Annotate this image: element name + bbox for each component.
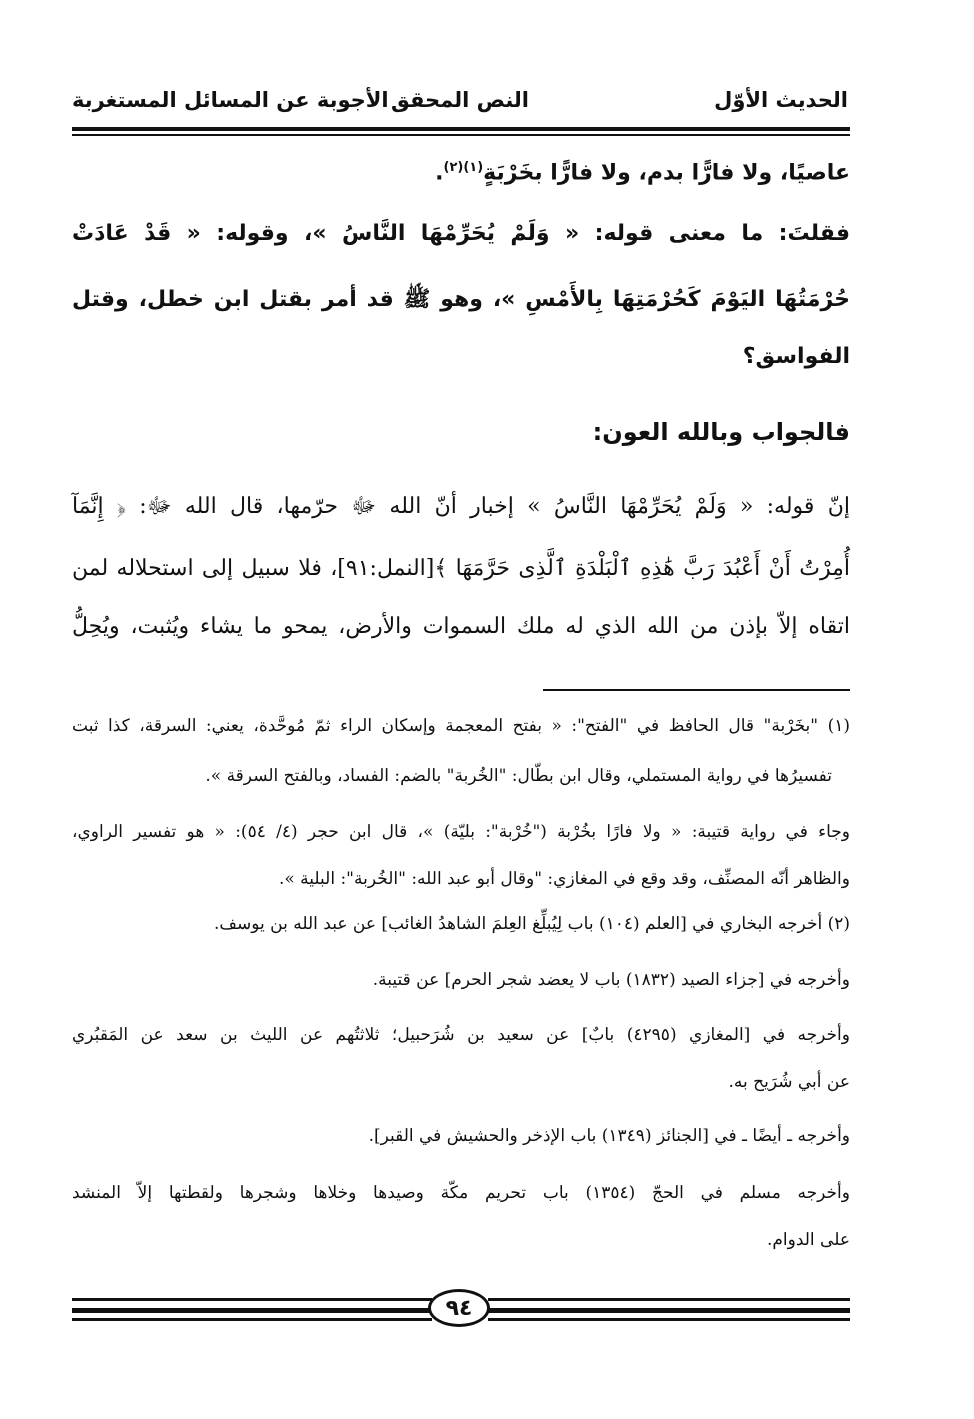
page-number	[428, 1289, 490, 1327]
page-number-rule-right-bottom	[488, 1318, 850, 1321]
footnote-refs: (١)(٢)	[443, 160, 484, 175]
header-chapter-title: الحديث الأوّل	[714, 88, 848, 112]
page-number-rule-left-top	[72, 1298, 432, 1301]
body-line-1	[72, 160, 850, 185]
page-number-rule-right-top	[488, 1298, 850, 1301]
answer-line-2: أُمِرْتُ أَنْ أَعْبُدَ رَبَّ هَٰذِهِ ٱلْبَلْدَةِ ٱلَّذِى حَرَّمَهَا ﴾[النمل:٩١]، فلا سبيل إلى استحلاله لمن	[72, 556, 850, 581]
header-section-title: النص المحقق	[391, 88, 529, 112]
footnote-2-line-4: عن أبي شُرَيح به.	[728, 1072, 850, 1092]
answer-line-3: اتقاه إلاّ بإذن من الله الذي له ملك السموات والأرض، يمحو ما يشاء ويُثبت، ويُحِلُّ	[72, 614, 850, 639]
footnote-2-line-6: وأخرجه مسلم في الحجّ (١٣٥٤) باب تحريم مكّة وصيدها وخلاها وشجرها ولقطتها إلاّ المنشد	[72, 1183, 850, 1203]
footnote-2-line-3: وأخرجه في [المغازي (٤٢٩٥) بابٌ] عن سعيد بن شُرَحبيل؛ ثلاثتُهم عن الليث بن سعد عن المَقبُري	[72, 1025, 850, 1045]
footnote-separator	[543, 689, 850, 691]
footnote-2-line-2: وأخرجه في [جزاء الصيد (١٨٣٢) باب لا يعضد شجر الحرم] عن قتيبة.	[372, 970, 850, 990]
body-line-1-end: .	[435, 160, 444, 186]
page-number-rule-left-mid	[72, 1308, 432, 1313]
question-line-1: فقلتَ: ما معنى قوله: « وَلَمْ يُحَرِّمْهَا النَّاسُ »، وقوله: « قَدْ عَادَتْ	[72, 221, 850, 246]
page-number-rule-left-bottom	[72, 1318, 432, 1321]
footnote-2-line-7: على الدوام.	[766, 1230, 850, 1250]
answer-line-1: إنّ قوله: « وَلَمْ يُحَرِّمْهَا النَّاسُ » إخبار أنّ الله ﷻ حرّمها، قال الله ﷻ: ﴿ إِنَّمَآ	[72, 494, 850, 519]
page-number-text: ٩٤	[445, 1295, 473, 1321]
header-rule-thin	[72, 134, 850, 136]
footnote-1-line-4: والظاهر أنّه المصنِّف، وقد وقع في المغازي: "وقال أبو عبد الله: "الخُربة": البلية ».	[278, 869, 850, 889]
footnote-1-line-2: تفسيرُها في رواية المستملي، وقال ابن بطّال: "الخُربة" بالضم: الفساد، وبالفتح السرقة ».	[205, 766, 832, 786]
footnote-1-line-3: وجاء في رواية قتيبة: « ولا فارًا بخُرْبة ("خُرْبة": بليّة) »، قال ابن حجر (٤/ ٥٤): « هو تفسير الراوي،	[72, 822, 850, 842]
answer-heading: فالجواب وبالله العون:	[592, 418, 850, 446]
footnote-2-line-1: (٢) أخرجه البخاري في [العلم (١٠٤) باب لِيُبلِّغ العِلمَ الشاهدُ الغائب] عن عبد الله بن يوسف.	[214, 914, 850, 934]
footnote-2-line-5: وأخرجه ـ أيضًا ـ في [الجنائز (١٣٤٩) باب الإذخر والحشيش في القبر].	[368, 1126, 850, 1146]
running-header	[72, 80, 848, 128]
question-line-3: الفواسق؟	[742, 344, 850, 369]
question-line-2: حُرْمَتُهَا اليَوْمَ كَحُرْمَتِهَا بِالأَمْسِ »، وهو ﷺ قد أمر بقتل ابن خطل، وقتل	[72, 287, 850, 312]
body-line-1-text: عاصيًا، ولا فارًّا بدم، ولا فارًّا بخَرْبَةٍ	[483, 160, 850, 186]
header-rule-thick	[72, 127, 850, 131]
page-number-rule-right-mid	[488, 1308, 850, 1313]
footnote-1-line-1: (١) "بخَرْبة" قال الحافظ في "الفتح": « بفتح المعجمة وإسكان الراء ثمّ مُوحَّدة، يعني: السرقة، كذا ثبت	[72, 716, 850, 736]
header-book-title: الأجوبة عن المسائل المستغربة	[72, 88, 389, 112]
